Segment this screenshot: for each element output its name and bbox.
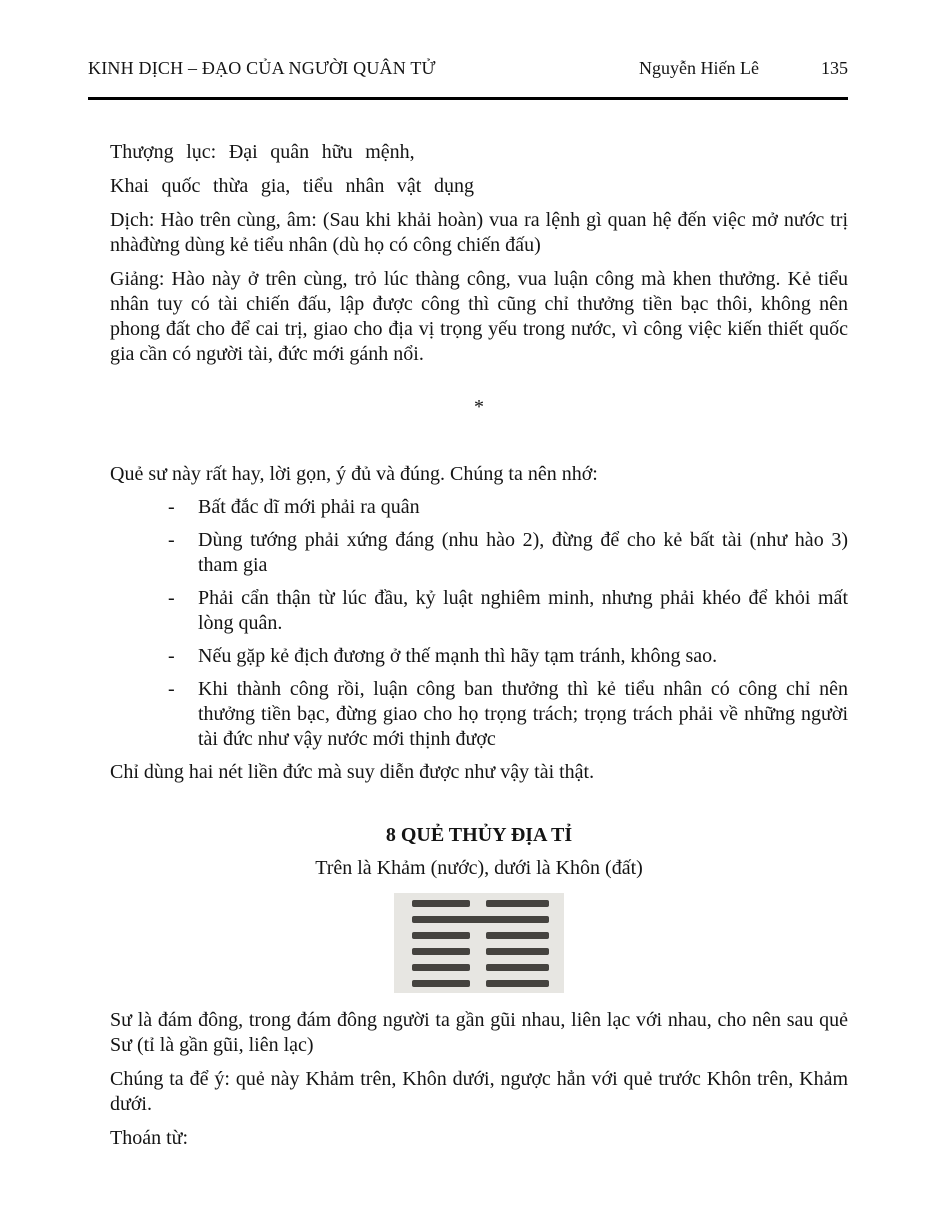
bullet-text: Dùng tướng phải xứng đáng (nhu hào 2), đừng để cho kẻ bất tài (như hào 3) tham gia	[198, 529, 848, 576]
verse-line-1: Thượng lục: Đại quân hữu mệnh,	[110, 141, 415, 163]
bullet-item	[110, 677, 848, 752]
thoan-tu-label: Thoán từ:	[110, 1127, 189, 1149]
paragraph-chung-ta-de-y: Chúng ta để ý: quẻ này Khảm trên, Khôn dưới, ngược hẳn với quẻ trước Khôn trên, Khảm dưới.	[110, 1068, 848, 1115]
page-number: 135	[821, 58, 848, 78]
paragraph-su-la-dam-dong: Sư là đám đông, trong đám đông người ta gần gũi nhau, liên lạc với nhau, cho nên sau quẻ Sư (tỉ là gần gũi, liên lạc)	[110, 1009, 848, 1056]
bullet-text: Khi thành công rồi, luận công ban thưởng thì kẻ tiểu nhân có công chỉ nên thưởng tiền bạc, đừng giao cho họ trọng trách; trọng trách phải về những người tài đức như vậy nước mới thịnh được	[198, 678, 848, 750]
bullet-dash: -	[168, 645, 175, 667]
author-name: Nguyễn Hiến Lê	[639, 58, 759, 78]
page-header	[88, 56, 848, 81]
closing-remark: Chỉ dùng hai nét liền đức mà suy diễn được như vậy tài thật.	[110, 761, 595, 783]
bullet-text: Nếu gặp kẻ địch đương ở thế mạnh thì hãy tạm tránh, không sao.	[198, 645, 718, 667]
hexagram-line-solid	[412, 916, 549, 923]
bullet-item	[110, 495, 848, 520]
paragraph-giang: Giảng: Hào này ở trên cùng, trỏ lúc thàng công, vua luận công mà khen thưởng. Kẻ tiểu nhân tuy có tài chiến đấu, lập được công thì cũng chỉ thưởng tiền bạc thôi, không nên phong đất cho để cai trị, giao cho địa vị trọng yếu trong nước, vì công việc kiến thiết quốc gia cần có người tài, đức mới gánh nổi.	[110, 268, 848, 365]
bullet-item	[110, 644, 848, 669]
page-content	[110, 140, 848, 1160]
hexagram-line-broken	[412, 932, 549, 939]
book-title: KINH DỊCH – ĐẠO CỦA NGƯỜI QUÂN TỬ	[88, 58, 436, 78]
hexagram-line-broken	[412, 948, 549, 955]
hexagram-line-broken	[412, 964, 549, 971]
bullet-dash: -	[168, 496, 175, 518]
bullet-dash: -	[168, 529, 175, 551]
header-rule	[88, 97, 848, 100]
bullet-text: Bất đắc dĩ mới phải ra quân	[198, 496, 420, 518]
bullet-dash: -	[168, 678, 175, 700]
section-separator-star: *	[474, 396, 484, 418]
bullet-text: Phải cẩn thận từ lúc đầu, kỷ luật nghiêm minh, nhưng phải khéo để khỏi mất lòng quân.	[198, 587, 848, 634]
hexagram-line-broken	[412, 900, 549, 907]
verse-line-2: Khai quốc thừa gia, tiểu nhân vật dụng	[110, 175, 474, 197]
section-heading: 8 QUẺ THỦY ĐỊA TỈ	[385, 824, 573, 846]
summary-intro: Quẻ sư này rất hay, lời gọn, ý đủ và đúng. Chúng ta nên nhớ:	[110, 463, 598, 485]
hexagram-line-broken	[412, 980, 549, 987]
bullet-item	[110, 586, 848, 636]
hexagram-figure	[394, 893, 564, 993]
bullet-dash: -	[168, 587, 175, 609]
bullet-list	[110, 495, 848, 752]
section-subheading: Trên là Khảm (nước), dưới là Khôn (đất)	[315, 857, 643, 879]
paragraph-dich: Dịch: Hào trên cùng, âm: (Sau khi khải hoàn) vua ra lệnh gì quan hệ đến việc mở nước trị nhàđừng dùng kẻ tiểu nhân (dù họ có công chiến đấu)	[110, 209, 848, 256]
bullet-item	[110, 528, 848, 578]
